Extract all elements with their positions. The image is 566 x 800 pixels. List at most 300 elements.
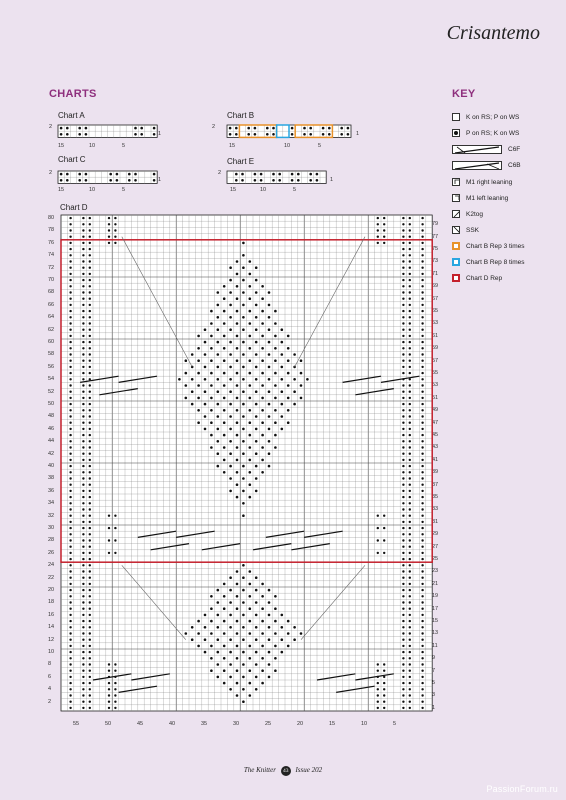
purl-stitch — [217, 428, 220, 431]
purl-stitch — [89, 415, 91, 417]
purl-stitch — [255, 663, 258, 666]
purl-stitch — [281, 626, 284, 629]
purl-stitch — [249, 409, 252, 412]
purl-stitch — [236, 409, 239, 412]
purl-stitch — [82, 632, 84, 634]
purl-stitch — [402, 546, 404, 548]
purl-stitch — [223, 421, 226, 424]
purl-stitch — [89, 508, 91, 510]
purl-stitch — [89, 440, 91, 442]
purl-stitch — [402, 688, 404, 690]
purl-stitch — [255, 390, 258, 393]
chart-a-grid — [58, 125, 157, 137]
purl-stitch — [328, 133, 331, 136]
purl-stitch — [409, 508, 411, 510]
chart-b-col-15: 15 — [229, 143, 236, 149]
purl-stitch — [377, 229, 379, 231]
purl-stitch — [249, 583, 252, 586]
purl-stitch — [254, 133, 257, 136]
chart-d-row-label: 64 — [48, 314, 55, 321]
purl-stitch — [268, 328, 271, 331]
purl-stitch — [114, 242, 116, 244]
purl-stitch — [421, 608, 423, 610]
m1-left-icon — [452, 194, 460, 202]
purl-stitch — [69, 527, 71, 529]
purl-stitch — [89, 577, 91, 579]
purl-stitch — [82, 626, 84, 628]
purl-stitch — [409, 254, 411, 256]
purl-stitch — [255, 428, 258, 431]
purl-stitch — [89, 366, 91, 368]
purl-stitch — [85, 179, 88, 182]
purl-stitch — [261, 359, 264, 362]
chart-d-row-label: 33 — [432, 506, 439, 513]
purl-stitch — [268, 366, 271, 369]
purl-stitch — [402, 285, 404, 287]
purl-stitch — [255, 328, 258, 331]
chart-d-row-label: 41 — [432, 456, 439, 463]
purl-stitch — [114, 694, 116, 696]
purl-stitch — [242, 651, 245, 654]
purl-stitch — [223, 409, 226, 412]
chart-a-col-15: 15 — [58, 143, 65, 149]
purl-stitch — [268, 390, 271, 393]
purl-stitch — [217, 304, 220, 307]
purl-stitch — [409, 527, 411, 529]
chart-d-row-label: 79 — [432, 221, 439, 228]
magazine-name: The Knitter — [243, 766, 276, 774]
purl-stitch — [402, 707, 404, 709]
purl-stitch — [274, 347, 277, 350]
purl-stitch — [421, 657, 423, 659]
purl-stitch — [69, 316, 71, 318]
chart-d-row-label: 66 — [48, 301, 55, 308]
purl-stitch — [89, 608, 91, 610]
purl-stitch — [128, 173, 131, 176]
purl-stitch — [242, 242, 245, 245]
purl-stitch — [229, 576, 232, 579]
purl-stitch — [409, 564, 411, 566]
purl-stitch — [255, 304, 258, 307]
purl-stitch — [89, 471, 91, 473]
purl-stitch — [229, 688, 232, 691]
key-item-chart-d-rep: Chart D Rep — [452, 272, 502, 284]
purl-stitch — [409, 397, 411, 399]
purl-stitch — [409, 707, 411, 709]
purl-stitch — [322, 133, 325, 136]
purl-stitch — [274, 397, 277, 400]
chart-d-row-label: 25 — [432, 556, 439, 562]
purl-stitch — [89, 682, 91, 684]
purl-stitch — [217, 589, 220, 592]
purl-stitch — [402, 471, 404, 473]
purl-stitch — [114, 707, 116, 709]
purl-stitch — [69, 260, 71, 262]
purl-stitch — [402, 502, 404, 504]
purl-stitch — [236, 669, 239, 672]
purl-stitch — [178, 378, 181, 381]
purl-stitch — [421, 298, 423, 300]
purl-stitch — [217, 663, 220, 666]
purl-stitch — [409, 248, 411, 250]
purl-stitch — [69, 564, 71, 566]
purl-stitch — [204, 366, 207, 369]
purl-stitch — [82, 707, 84, 709]
purl-stitch — [82, 347, 84, 349]
purl-stitch — [82, 341, 84, 343]
purl-stitch — [197, 397, 200, 400]
purl-stitch — [236, 421, 239, 424]
chart-c-row-1: 1 — [158, 177, 162, 183]
purl-stitch — [291, 173, 294, 176]
key-item-c6f: C6F — [452, 143, 520, 155]
purl-stitch — [204, 403, 207, 406]
purl-stitch — [402, 577, 404, 579]
watermark: PassionForum.ru — [486, 784, 558, 794]
purl-stitch — [82, 465, 84, 467]
purl-stitch — [217, 316, 220, 319]
purl-stitch — [409, 217, 411, 219]
purl-stitch — [268, 589, 271, 592]
chart-a-label: Chart A — [58, 111, 85, 120]
purl-stitch — [108, 663, 110, 665]
purl-stitch — [69, 577, 71, 579]
purl-stitch — [223, 607, 226, 610]
purl-stitch — [272, 173, 275, 176]
purl-stitch — [69, 471, 71, 473]
purl-stitch — [421, 415, 423, 417]
purl-stitch — [255, 614, 258, 617]
purl-stitch — [69, 645, 71, 647]
purl-stitch — [69, 347, 71, 349]
purl-stitch — [66, 179, 69, 182]
purl-stitch — [78, 133, 81, 136]
purl-stitch — [89, 291, 91, 293]
chart-d-row-label: 34 — [48, 500, 55, 507]
purl-stitch — [281, 328, 284, 331]
purl-stitch — [242, 279, 245, 282]
purl-stitch — [89, 391, 91, 393]
purl-stitch — [402, 595, 404, 597]
purl-stitch — [210, 620, 213, 623]
purl-stitch — [409, 601, 411, 603]
purl-stitch — [402, 223, 404, 225]
purl-stitch — [82, 496, 84, 498]
purl-stitch — [322, 127, 325, 130]
purl-stitch — [185, 359, 188, 362]
purl-stitch — [272, 179, 275, 182]
purl-stitch — [421, 707, 423, 709]
purl-stitch — [421, 682, 423, 684]
purl-stitch — [197, 335, 200, 338]
purl-stitch — [223, 384, 226, 387]
chart-d-row-label: 61 — [432, 332, 439, 339]
purl-stitch — [409, 384, 411, 386]
purl-stitch — [421, 651, 423, 653]
purl-stitch — [69, 453, 71, 455]
purl-stitch — [409, 453, 411, 455]
purl-stitch — [223, 397, 226, 400]
page-footer — [0, 766, 566, 776]
purl-stitch — [274, 322, 277, 325]
purl-stitch — [293, 626, 296, 629]
purl-stitch — [191, 366, 194, 369]
purl-stitch — [242, 638, 245, 641]
purl-stitch — [421, 508, 423, 510]
purl-stitch — [249, 322, 252, 325]
purl-stitch — [409, 521, 411, 523]
purl-stitch — [291, 133, 294, 136]
purl-stitch — [274, 359, 277, 362]
purl-stitch — [82, 533, 84, 535]
purl-stitch — [409, 688, 411, 690]
purl-stitch — [249, 421, 252, 424]
purl-stitch — [249, 260, 252, 263]
purl-stitch — [89, 285, 91, 287]
chart-c-col-10: 10 — [89, 187, 96, 193]
purl-stitch — [69, 428, 71, 430]
purl-stitch — [217, 601, 220, 604]
key-item-m1l: M1 left leaning — [452, 192, 508, 204]
purl-stitch — [383, 663, 385, 665]
purl-stitch — [223, 669, 226, 672]
purl-stitch — [89, 564, 91, 566]
purl-stitch — [108, 707, 110, 709]
purl-stitch — [69, 670, 71, 672]
purl-stitch — [274, 409, 277, 412]
purl-stitch — [217, 651, 220, 654]
purl-stitch — [89, 446, 91, 448]
purl-stitch — [421, 360, 423, 362]
chart-d-row-label: 39 — [432, 469, 439, 476]
purl-stitch — [409, 223, 411, 225]
purl-stitch — [229, 601, 232, 604]
purl-stitch — [249, 496, 252, 499]
purl-stitch — [421, 384, 423, 386]
purl-stitch — [236, 645, 239, 648]
purl-stitch — [287, 421, 290, 424]
purl-stitch — [210, 347, 213, 350]
purl-stitch — [261, 645, 264, 648]
purl-stitch — [249, 446, 252, 449]
purl-stitch — [108, 217, 110, 219]
purl-stitch — [272, 133, 275, 136]
chart-d-row-label: 5 — [432, 680, 436, 686]
purl-stitch — [261, 669, 264, 672]
purl-stitch — [383, 539, 385, 541]
purl-stitch — [383, 242, 385, 244]
purl-stitch — [89, 632, 91, 634]
purl-stitch — [300, 397, 303, 400]
chart-d-row-label: 2 — [48, 698, 52, 705]
purl-stitch — [223, 595, 226, 598]
purl-stitch — [274, 372, 277, 375]
purl-stitch — [82, 229, 84, 231]
purl-stitch — [409, 291, 411, 293]
purl-stitch — [223, 471, 226, 474]
purl-stitch — [291, 127, 294, 130]
chart-d-row-label: 6 — [48, 673, 52, 680]
purl-stitch — [82, 651, 84, 653]
purl-stitch — [82, 570, 84, 572]
purl-stitch — [89, 558, 91, 560]
purl-stitch — [82, 558, 84, 560]
chart-d-row-label: 30 — [48, 525, 55, 531]
purl-stitch — [236, 459, 239, 462]
purl-stitch — [116, 179, 119, 182]
purl-stitch — [89, 707, 91, 709]
chart-b-label: Chart B — [227, 111, 255, 120]
purl-stitch — [134, 133, 137, 136]
purl-stitch — [210, 446, 213, 449]
purl-stitch — [229, 465, 232, 468]
purl-stitch — [383, 223, 385, 225]
purl-stitch — [421, 645, 423, 647]
purl-stitch — [421, 639, 423, 641]
purl-stitch — [236, 359, 239, 362]
purl-stitch — [402, 459, 404, 461]
purl-stitch — [229, 304, 232, 307]
chart-c-col-15: 15 — [58, 187, 65, 193]
purl-stitch — [409, 663, 411, 665]
purl-stitch — [421, 242, 423, 244]
purl-stitch — [377, 539, 379, 541]
purl-stitch — [421, 236, 423, 238]
purl-stitch — [82, 366, 84, 368]
purl-stitch — [309, 179, 312, 182]
purl-stitch — [409, 639, 411, 641]
purl-stitch — [242, 514, 245, 517]
purl-stitch — [69, 558, 71, 560]
purl-stitch — [82, 304, 84, 306]
purl-stitch — [402, 570, 404, 572]
key-item-ssk: SSK — [452, 224, 479, 236]
purl-stitch — [89, 453, 91, 455]
purl-stitch — [421, 471, 423, 473]
purl-stitch — [402, 434, 404, 436]
purl-stitch — [281, 390, 284, 393]
purl-stitch — [236, 285, 239, 288]
purl-stitch — [260, 173, 263, 176]
purl-stitch — [409, 477, 411, 479]
purl-stitch — [340, 133, 343, 136]
key-item-chart-b-rep-3: Chart B Rep 3 times — [452, 240, 525, 252]
purl-stitch — [89, 694, 91, 696]
chart-d-row-label: 22 — [48, 574, 55, 581]
purl-stitch — [242, 465, 245, 468]
purl-stitch — [204, 390, 207, 393]
purl-stitch — [89, 614, 91, 616]
page-number: 43 — [281, 766, 291, 776]
purl-stitch — [409, 657, 411, 659]
purl-stitch — [409, 620, 411, 622]
purl-stitch — [242, 663, 245, 666]
purl-stitch — [402, 632, 404, 634]
purl-stitch — [69, 291, 71, 293]
purl-stitch — [229, 676, 232, 679]
purl-stitch — [236, 347, 239, 350]
purl-stitch — [89, 329, 91, 331]
purl-stitch — [82, 409, 84, 411]
purl-stitch — [409, 366, 411, 368]
purl-stitch — [293, 390, 296, 393]
chart-d-row-label: 14 — [48, 624, 55, 631]
issue-number: Issue 202 — [295, 766, 323, 774]
chart-d-row-label: 7 — [432, 667, 436, 674]
purl-stitch — [82, 577, 84, 579]
chart-d-row-label: 53 — [432, 382, 439, 389]
purl-stitch — [402, 601, 404, 603]
purl-stitch — [82, 335, 84, 337]
purl-stitch — [300, 359, 303, 362]
purl-stitch — [114, 552, 116, 554]
purl-stitch — [274, 310, 277, 313]
purl-stitch — [421, 248, 423, 250]
key-item-c6b: C6B — [452, 159, 521, 171]
purl-stitch — [421, 254, 423, 256]
key-item-chart-b-rep-8: Chart B Rep 8 times — [452, 256, 525, 268]
purl-stitch — [89, 502, 91, 504]
purl-stitch — [409, 372, 411, 374]
purl-stitch — [421, 223, 423, 225]
purl-stitch — [89, 217, 91, 219]
purl-stitch — [69, 595, 71, 597]
purl-stitch — [223, 322, 226, 325]
purl-stitch — [272, 127, 275, 130]
purl-stitch — [82, 298, 84, 300]
purl-stitch — [255, 415, 258, 418]
purl-stitch — [421, 564, 423, 566]
purl-stitch — [261, 620, 264, 623]
purl-stitch — [191, 638, 194, 641]
chart-d-row-label: 11 — [432, 642, 438, 649]
purl-stitch — [217, 378, 220, 381]
purl-stitch — [255, 440, 258, 443]
purl-stitch — [134, 127, 137, 130]
purl-stitch — [287, 409, 290, 412]
purl-stitch — [255, 452, 258, 455]
purl-stitch — [242, 614, 245, 617]
purl-stitch — [402, 347, 404, 349]
purl-stitch — [421, 626, 423, 628]
purl-stitch — [82, 248, 84, 250]
purl-stitch — [421, 378, 423, 380]
purl-stitch — [242, 266, 245, 269]
purl-stitch — [229, 378, 232, 381]
purl-stitch — [191, 390, 194, 393]
purl-stitch — [223, 372, 226, 375]
purl-stitch — [89, 316, 91, 318]
purl-stitch — [69, 707, 71, 709]
purl-stitch — [82, 539, 84, 541]
purl-stitch — [89, 397, 91, 399]
purl-stitch — [268, 316, 271, 319]
purl-stitch — [402, 657, 404, 659]
chart-a-col-10: 10 — [89, 143, 96, 149]
purl-stitch — [421, 279, 423, 281]
purl-stitch — [69, 539, 71, 541]
purl-stitch — [402, 422, 404, 424]
purl-stitch — [421, 694, 423, 696]
purl-stitch — [114, 527, 116, 529]
purl-stitch — [89, 428, 91, 430]
chart-d-row-label: 19 — [432, 593, 439, 600]
purl-stitch — [402, 329, 404, 331]
purl-stitch — [223, 682, 226, 685]
purl-stitch — [197, 620, 200, 623]
purl-stitch — [421, 260, 423, 262]
purl-stitch — [242, 477, 245, 480]
